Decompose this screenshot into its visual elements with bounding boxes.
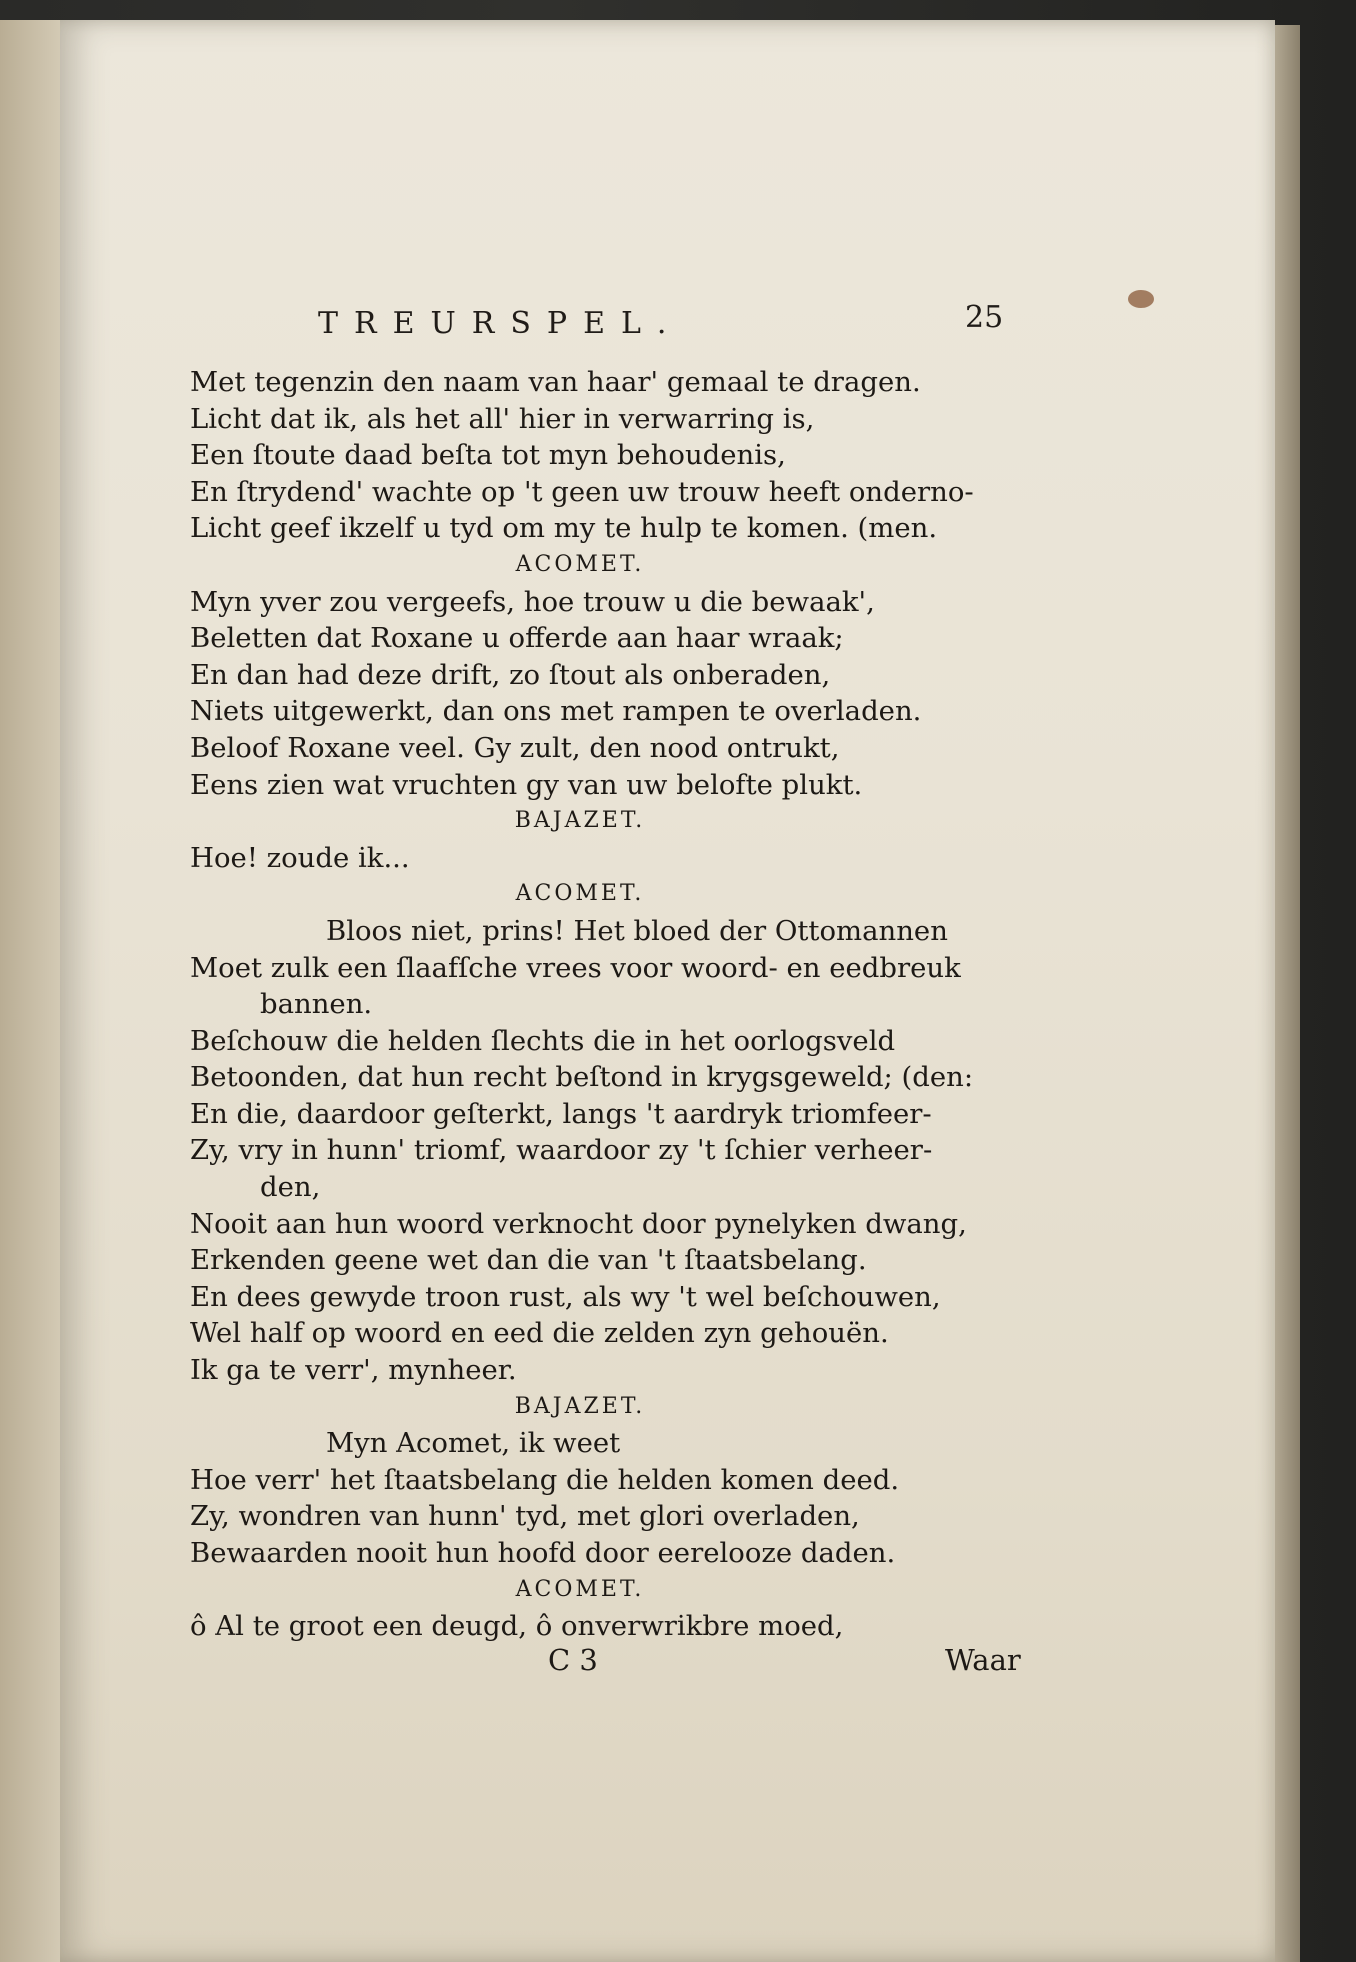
- verse-line: Hoe! zoude ik...: [190, 841, 410, 874]
- speaker-name: ACOMET.: [515, 1576, 645, 1602]
- verse-line: Hoe verr' het ſtaatsbelang die helden komen deed.: [190, 1463, 900, 1496]
- page-number: 25: [965, 300, 1004, 335]
- page-header: [60, 300, 1275, 356]
- verse-line: Betoonden, dat hun recht beſtond in krygsgeweld; (den:: [190, 1061, 974, 1094]
- verse-line: Licht dat ik, als het all' hier in verwarring is,: [190, 402, 815, 435]
- verse-line: Bewaarden nooit hun hoofd door eerelooze daden.: [190, 1537, 896, 1569]
- verse-line: Een ſtoute daad beſta tot myn behoudenis,: [190, 439, 786, 472]
- verse-line: Erkenden geene wet dan die van 't ſtaatsbelang.: [190, 1244, 867, 1277]
- verse-line: Moet zulk een ſlaafſche vrees voor woord- en eedbreuk: [190, 951, 961, 984]
- verse-line: Niets uitgewerkt, dan ons met rampen te overladen.: [190, 695, 922, 728]
- verse-line-continuation: den,: [260, 1171, 321, 1204]
- verse-line: Licht geef ikzelf u tyd om my te hulp te komen. (men.: [190, 512, 938, 545]
- verse-line: Bloos niet, prins! Het bloed der Ottomannen: [326, 914, 948, 947]
- speaker-name: BAJAZET.: [514, 1393, 646, 1419]
- verse-line: Wel half op woord en eed die zelden zyn gehouën.: [190, 1317, 889, 1350]
- verse-line: Met tegenzin den naam van haar' gemaal te dragen.: [190, 366, 921, 398]
- verse-line: Beſchouw die helden ſlechts die in het oorlogsveld: [190, 1024, 896, 1057]
- verse-line: Ik ga te verr', mynheer.: [190, 1354, 517, 1387]
- verse-line: ô Al te groot een deugd, ô onverwrikbre moed,: [190, 1610, 844, 1643]
- verse-line: Nooit aan hun woord verknocht door pynelyken dwang,: [190, 1207, 967, 1240]
- verse-line: Beletten dat Roxane u offerde aan haar wraak;: [190, 622, 844, 655]
- verse-line: En die, daardoor geſterkt, langs 't aardryk triomfeer-: [190, 1097, 932, 1130]
- verse-line: Myn Acomet, ik weet: [326, 1427, 621, 1460]
- verse-line: Zy, wondren van hunn' tyd, met glori overladen,: [190, 1500, 860, 1533]
- speaker-name: ACOMET.: [515, 551, 645, 577]
- verse-text: [190, 364, 1090, 1645]
- verse-line: En dees gewyde troon rust, als wy 't wel beſchouwen,: [190, 1280, 941, 1313]
- speaker-name: ACOMET.: [515, 881, 645, 907]
- verse-line: En dan had deze drift, zo ſtout als onberaden,: [190, 658, 831, 691]
- speaker-name: BAJAZET.: [514, 808, 646, 834]
- book-page: [60, 20, 1275, 1962]
- verse-line: Eens zien wat vruchten gy van uw belofte plukt.: [190, 768, 863, 801]
- verse-line: Myn yver zou vergeefs, hoe trouw u die bewaak',: [190, 585, 875, 618]
- verse-line: En ſtrydend' wachte op 't geen uw trouw heeft onderno-: [190, 475, 974, 508]
- running-title: TREURSPEL.: [318, 306, 683, 341]
- catchword: Waar: [945, 1643, 1021, 1677]
- verse-line: Beloof Roxane veel. Gy zult, den nood ontrukt,: [190, 731, 840, 764]
- page-footer: [60, 1643, 1275, 1689]
- verse-line: Zy, vry in hunn' triomf, waardoor zy 't ſchier verheer-: [190, 1134, 933, 1167]
- signature-mark: C 3: [548, 1643, 598, 1677]
- verse-line-continuation: bannen.: [260, 988, 373, 1021]
